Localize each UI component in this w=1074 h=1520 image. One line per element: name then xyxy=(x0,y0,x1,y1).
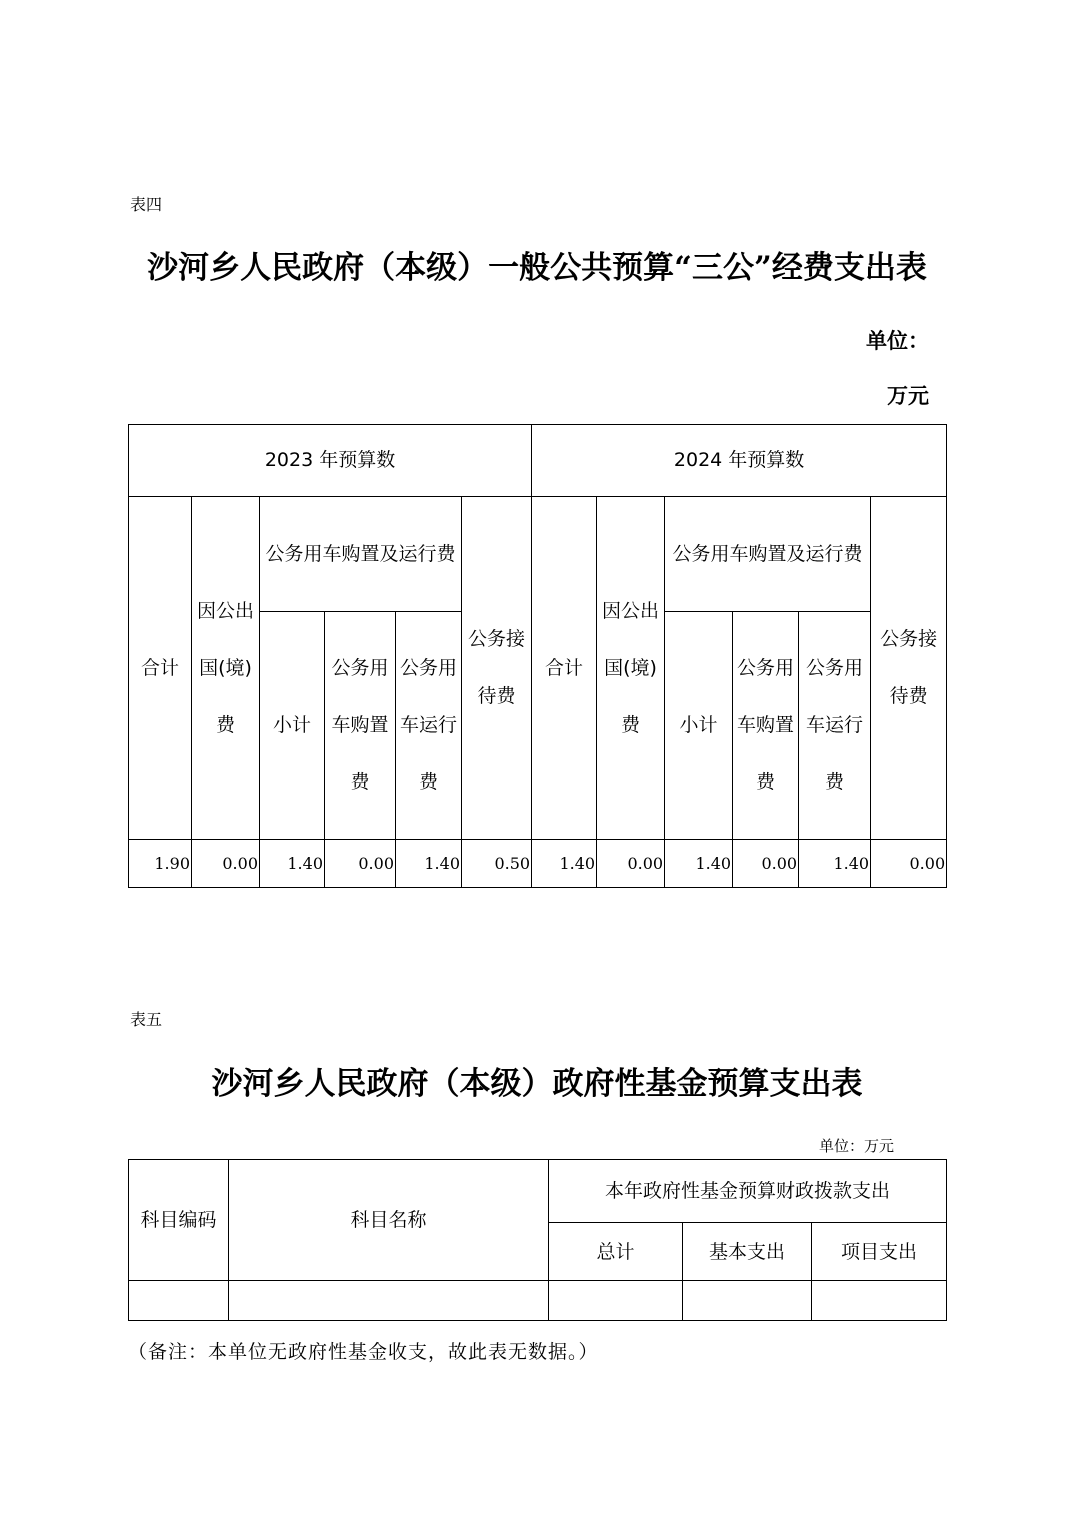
value-car-purchase-2024: 0.00 xyxy=(733,840,799,888)
table4-label: 表四 xyxy=(130,195,163,214)
table5-title: 沙河乡人民政府（本级）政府性基金预算支出表 xyxy=(211,1066,863,1102)
empty-cell xyxy=(549,1281,683,1321)
header-car-group-2024: 公务用车购置及运行费 xyxy=(665,497,871,612)
table-row xyxy=(129,1281,947,1321)
header-car-group-2023: 公务用车购置及运行费 xyxy=(260,497,462,612)
header-car-operation-2023: 公务用车运行费 xyxy=(396,612,462,840)
header-car-purchase-2023: 公务用车购置费 xyxy=(325,612,396,840)
table4-unit-line1: 单位： xyxy=(866,328,929,353)
header-total-2024: 合计 xyxy=(532,497,597,840)
table5-label: 表五 xyxy=(130,1010,163,1029)
value-subtotal-2024: 1.40 xyxy=(665,840,733,888)
table5-note: （备注：本单位无政府性基金收支，故此表无数据。） xyxy=(128,1341,599,1363)
value-car-purchase-2023: 0.00 xyxy=(325,840,396,888)
header-project-expense: 项目支出 xyxy=(812,1223,947,1281)
value-reception-2023: 0.50 xyxy=(462,840,532,888)
three-public-expense-table xyxy=(128,424,947,888)
header-car-operation-2024: 公务用车运行费 xyxy=(799,612,871,840)
year-header-2024: 2024 年预算数 xyxy=(532,425,947,497)
year-header-2023: 2023 年预算数 xyxy=(129,425,532,497)
empty-cell xyxy=(812,1281,947,1321)
header-reception-2024: 公务接待费 xyxy=(871,497,947,840)
header-abroad-2024: 因公出国(境)费 xyxy=(597,497,665,840)
empty-cell xyxy=(683,1281,812,1321)
header-basic-expense: 基本支出 xyxy=(683,1223,812,1281)
table4-unit-line2: 万元 xyxy=(887,383,929,408)
header-car-purchase-2024: 公务用车购置费 xyxy=(733,612,799,840)
value-reception-2024: 0.00 xyxy=(871,840,947,888)
table4-title: 沙河乡人民政府（本级）一般公共预算“三公”经费支出表 xyxy=(147,250,927,286)
header-abroad-2023: 因公出国(境)费 xyxy=(192,497,260,840)
value-subtotal-2023: 1.40 xyxy=(260,840,325,888)
header-reception-2023: 公务接待费 xyxy=(462,497,532,840)
header-subtotal-2024: 小计 xyxy=(665,612,733,840)
value-abroad-2024: 0.00 xyxy=(597,840,665,888)
header-total-2023: 合计 xyxy=(129,497,192,840)
table5-unit: 单位：万元 xyxy=(818,1137,894,1155)
header-subtotal-2023: 小计 xyxy=(260,612,325,840)
value-car-operation-2024: 1.40 xyxy=(799,840,871,888)
value-abroad-2023: 0.00 xyxy=(192,840,260,888)
value-total-2024: 1.40 xyxy=(532,840,597,888)
table-row xyxy=(129,840,947,888)
empty-cell xyxy=(229,1281,549,1321)
header-fund-group: 本年政府性基金预算财政拨款支出 xyxy=(549,1160,947,1223)
value-total-2023: 1.90 xyxy=(129,840,192,888)
header-fund-total: 总计 xyxy=(549,1223,683,1281)
empty-cell xyxy=(129,1281,229,1321)
value-car-operation-2023: 1.40 xyxy=(396,840,462,888)
header-subject-code: 科目编码 xyxy=(129,1160,229,1281)
header-subject-name: 科目名称 xyxy=(229,1160,549,1281)
government-fund-table xyxy=(128,1159,947,1321)
